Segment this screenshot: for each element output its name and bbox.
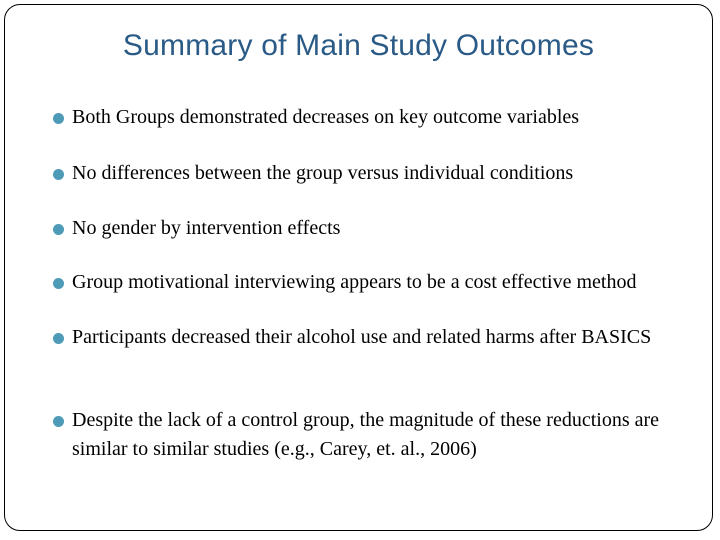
bullet-icon: [53, 224, 64, 235]
bullet-text: Participants decreased their alcohol use and related harms after BASICS: [72, 326, 652, 348]
bullet-text: Group motivational interviewing appears to be a cost effective method: [72, 271, 637, 293]
bullet-icon: [53, 416, 64, 427]
bullet-text: No differences between the group versus individual conditions: [72, 162, 574, 184]
bullet-icon: [53, 333, 64, 344]
bullet-icon: [53, 113, 64, 124]
bullet-text: Despite the lack of a control group, the magnitude of these reductions are similar to similar studies (e.g., Carey, et. al., 2006): [72, 409, 660, 460]
slide-title: Summary of Main Study Outcomes: [122, 29, 595, 62]
bullet-text: No gender by intervention effects: [72, 217, 341, 239]
bullet-icon: [53, 278, 64, 289]
bullet-text: Both Groups demonstrated decreases on key outcome variables: [72, 106, 580, 128]
slide: [4, 4, 713, 531]
bullet-list: [5, 5, 712, 530]
bullet-icon: [53, 169, 64, 180]
